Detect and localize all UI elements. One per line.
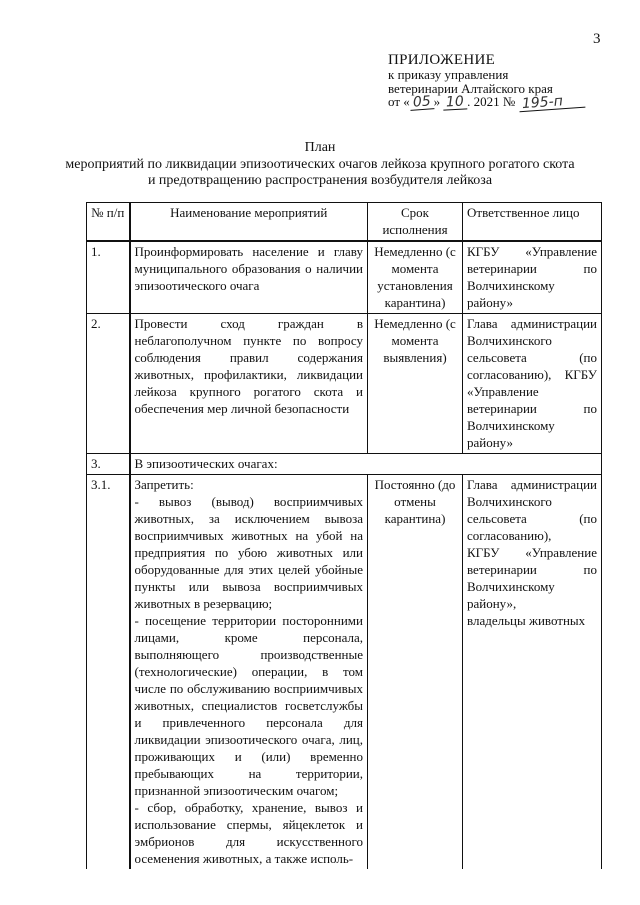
measures-table: [86, 202, 602, 869]
row-responsible: Глава администрации Волчихинского сельсовета (по согласованию), КГБУ «Управление ветеринарии по Волчихинскому району», владельцы животных: [463, 475, 602, 870]
row-num: 3.: [87, 454, 130, 475]
row-responsible: Глава администрации Волчихинского сельсовета (по согласованию), КГБУ «Управление ветеринарии по Волчихинскому району»: [463, 314, 602, 454]
table-row: [87, 475, 602, 870]
header-num: № п/п: [87, 203, 130, 242]
plan-title: План: [304, 140, 336, 155]
appendix-title: ПРИЛОЖЕНИЕ: [388, 52, 496, 68]
row-num: 2.: [87, 314, 130, 454]
appendix-line-2: ветеринарии Алтайского края: [388, 80, 553, 96]
header-term: Срок исполнения: [368, 203, 463, 242]
table-row: [87, 314, 602, 454]
handwritten-month: 10: [443, 95, 468, 110]
table-row: [87, 241, 602, 314]
row-term: Немедленно (с момента установления карантина): [368, 241, 463, 314]
table-row: [87, 454, 602, 475]
plan-subtitle-line-1: мероприятий по ликвидации эпизоотических очагов лейкоза крупного рогатого скота: [65, 156, 575, 172]
header-responsible: Ответственное лицо: [463, 203, 602, 242]
plan-subtitle-line-2: и предотвращению распространения возбудителя лейкоза: [147, 173, 493, 188]
row-term: Немедленно (с момента выявления): [368, 314, 463, 454]
row-name: В эпизоотических очагах:: [130, 454, 602, 475]
row-num: 3.1.: [87, 475, 130, 870]
plan-heading: [0, 140, 640, 190]
row-name: Запретить: - вывоз (вывод) восприимчивых животных, за исключением вывоза восприимчивых животных на убой на предприятия по убою животных или оборудованные для этих целей убойные пункты или вывоза восприимчивых животных в резервацию; - посещение территории посторонними лицами, кроме персонала, выполняющего производственные (технологические) операции, в том числе по обслуживанию восприимчивых животных, специалистов госветслужбы и привлеченного персонала для ликвидации эпизоотического очага, лиц, проживающих и (или) временно пребывающих на территории, признанной эпизоотическим очагом; - сбор, обработку, хранение, вывоз и использование спермы, яйцеклеток и эмбрионов для искусственного осеменения животных, а также исполь-: [130, 475, 368, 870]
appendix-line-1: к приказу управления: [388, 67, 509, 82]
page-number: 3: [593, 31, 601, 47]
appendix-block: [388, 52, 585, 113]
row-num: 1.: [87, 241, 130, 314]
row-name: Проинформировать население и главу муниципального образования о наличии эпизоотического очага: [130, 241, 368, 314]
row-term: Постоянно (до отмены карантина): [368, 475, 463, 870]
table-header-row: [87, 203, 602, 242]
handwritten-order-number: 195-п: [518, 94, 585, 113]
date-prefix: от «: [388, 94, 410, 109]
order-date-line: [388, 93, 585, 113]
row-responsible: КГБУ «Управление ветеринарии по Волчихинскому району»: [463, 241, 602, 314]
header-name: Наименование мероприятий: [130, 203, 368, 242]
row-name: Провести сход граждан в неблагополучном пункте по вопросу соблюдения правил содержания животных, профилактики, ликвидации лейкоза крупного рогатого скота и обеспечения мер личной безопасности: [130, 314, 368, 454]
date-sep: »: [433, 94, 441, 109]
date-year: . 2021 №: [467, 94, 516, 109]
handwritten-day: 05: [409, 95, 434, 111]
